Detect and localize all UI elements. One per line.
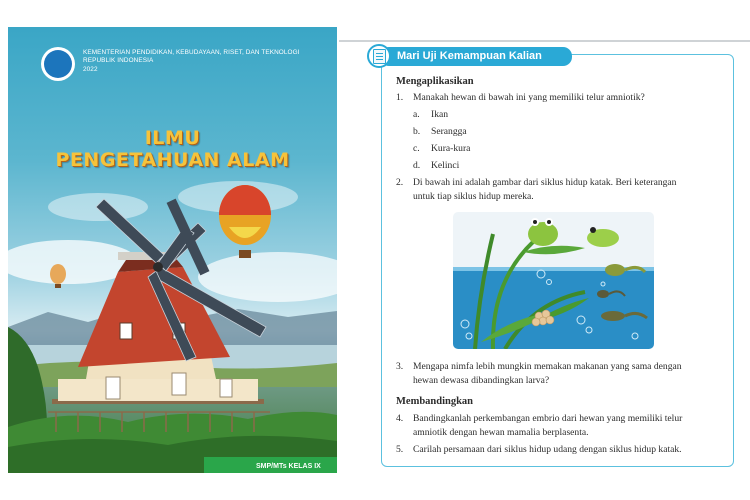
question-number: 2. — [396, 177, 404, 188]
option-b — [413, 126, 467, 137]
worksheet-icon — [367, 44, 391, 68]
frog-life-cycle-illustration — [453, 212, 654, 349]
book-title-line2: PENGETAHUAN ALAM — [55, 149, 290, 171]
cover-illustration — [8, 27, 337, 473]
ministry-line: 2022 — [83, 65, 98, 73]
question-number: 3. — [396, 361, 404, 372]
question-text: Mengapa nimfa lebih mungkin memakan makanan yang sama dengan — [413, 361, 682, 372]
ministry-text — [83, 49, 300, 74]
question-text: hewan dewasa dibandingkan larva? — [413, 375, 550, 386]
section-heading: Mengaplikasikan — [396, 76, 474, 87]
grade-label: SMP/MTs KELAS IX — [256, 463, 321, 470]
question-text: Di bawah ini adalah gambar dari siklus hidup katak. Beri keterangan — [413, 177, 677, 188]
option-text: Serangga — [431, 126, 467, 137]
section-heading: Membandingkan — [396, 396, 474, 407]
option-c — [413, 143, 470, 154]
book-title-line1: ILMU — [144, 127, 201, 149]
book-cover — [8, 27, 337, 473]
question-text: Manakah hewan di bawah ini yang memiliki telur amniotik? — [413, 92, 645, 103]
option-text: Kelinci — [431, 160, 460, 171]
question-number: 4. — [396, 413, 404, 424]
option-d — [413, 160, 459, 171]
option-a — [413, 109, 448, 120]
question-text: Carilah persamaan dari siklus hidup udang dengan siklus hidup katak. — [413, 444, 682, 455]
ministry-line: REPUBLIK INDONESIA — [83, 57, 154, 65]
question-number: 5. — [396, 444, 404, 455]
question-text: untuk tiap siklus hidup mereka. — [413, 191, 534, 202]
balloon-large — [219, 185, 271, 258]
exercise-title: Mari Uji Kemampuan Kalian — [397, 50, 542, 62]
question-text: amniotik dengan hewan mamalia berplasenta. — [413, 427, 589, 438]
ministry-line: KEMENTERIAN PENDIDIKAN, KEBUDAYAAN, RISET, DAN TEKNOLOGI — [83, 49, 300, 56]
page-divider — [339, 40, 750, 42]
question-text: Bandingkanlah perkembangan embrio dari hewan yang memiliki telur — [413, 413, 683, 424]
option-letter: a. — [413, 109, 420, 120]
option-letter: d. — [413, 160, 421, 171]
option-text: Kura-kura — [431, 143, 471, 154]
option-text: Ikan — [431, 109, 449, 120]
option-letter: b. — [413, 126, 421, 137]
ministry-logo — [41, 47, 75, 81]
option-letter: c. — [413, 143, 420, 154]
question-number: 1. — [396, 92, 404, 103]
balloon-small — [50, 264, 66, 288]
